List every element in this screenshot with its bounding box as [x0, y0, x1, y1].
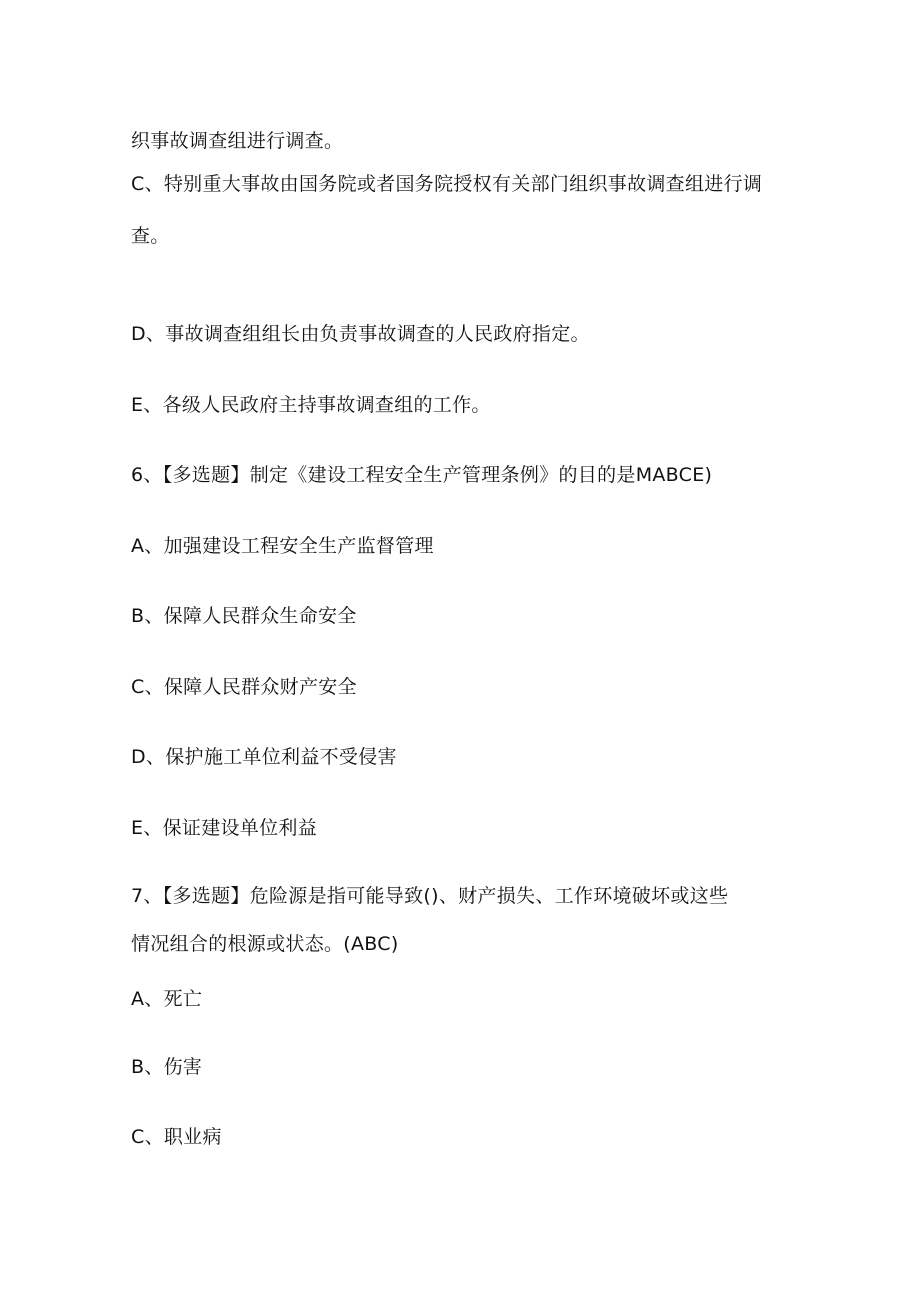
question-7-title-line-2: 情况组合的根源或状态。(ABC) [131, 933, 399, 955]
option-d: D、事故调查组组长由负责事故调查的人民政府指定。 [131, 323, 590, 345]
option-c-line-1: C、特别重大事故由国务院或者国务院授权有关部门组织事故调查组进行调 [131, 173, 763, 195]
text-line-continuation: 织事故调查组进行调查。 [131, 130, 344, 152]
question-7-option-b: B、伤害 [131, 1056, 203, 1078]
question-7-option-c: C、职业病 [131, 1126, 222, 1148]
question-6-option-b: B、保障人民群众生命安全 [131, 605, 357, 627]
question-7-option-a: A、死亡 [131, 988, 203, 1010]
question-6-title: 6、【多选题】制定《建设工程安全生产管理条例》的目的是MABCE) [131, 464, 713, 486]
option-e: E、各级人民政府主持事故调查组的工作。 [131, 394, 491, 416]
question-7-title-line-1: 7、【多选题】危险源是指可能导致()、财产损失、工作环境破坏或这些 [131, 885, 729, 907]
option-c-line-2: 查。 [131, 225, 170, 247]
question-6-option-c: C、保障人民群众财产安全 [131, 676, 357, 698]
question-6-option-d: D、保护施工单位利益不受侵害 [131, 746, 397, 768]
question-6-option-e: E、保证建设单位利益 [131, 817, 318, 839]
question-6-option-a: A、加强建设工程安全生产监督管理 [131, 535, 434, 557]
